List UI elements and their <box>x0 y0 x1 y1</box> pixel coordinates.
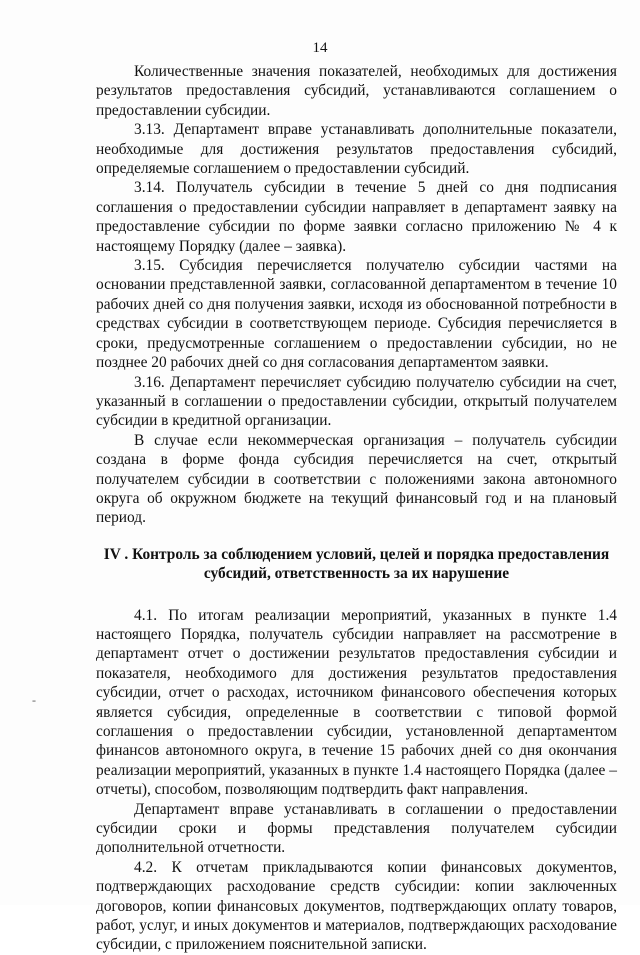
paragraph-4-1: 4.1. По итогам реализации мероприятий, указанных в пункте 1.4 настоящего Порядка, получатель субсидии направляет на рассмотрение в департамент отчет о достижении результатов предоставления субсидии и показателя, необходимого для достижения результатов предоставления субсидии, отчет о расходах, источником финансового обеспечения которых является субсидия, определенные в соответствии с типовой формой соглашения о предоставлении субсидии, установленной департаментом финансов автономного округа, в течение 15 рабочих дней со дня окончания реализации мероприятий, указанных в пункте 1.4 настоящего Порядка (далее – отчеты), способом, позволяющим подтвердить факт направления. <box>96 606 617 799</box>
section-title: IV . Контроль за соблюдением условий, целей и порядка предоставления субсидий, ответственность за их нарушение <box>103 545 610 583</box>
paragraph-3-16: 3.16. Департамент перечисляет субсидию получателю субсидии на счет, указанный в соглашении о предоставлении субсидии, открытый получателем субсидии в кредитной организации. <box>96 373 617 430</box>
paragraph-3-13: 3.13. Департамент вправе устанавливать дополнительные показатели, необходимые для достижения результатов предоставления субсидий, определяемые соглашением о предоставлении субсидий. <box>96 121 617 178</box>
paragraph-fund-case: В случае если некоммерческая организация – получатель субсидии создана в форме фонда субсидия перечисляется на счет, открытый получателем субсидии в соответствии с положениями закона автономного округа об окружном бюджете на текущий финансовый год и на плановый период. <box>96 431 617 527</box>
paragraph-3-14: 3.14. Получатель субсидии в течение 5 дней со дня подписания соглашения о предоставлении субсидии направляет в департамент заявку на предоставление субсидии по форме заявки согласно приложению № 4 к настоящему Порядку (далее – заявка). <box>96 179 617 255</box>
margin-mark: - <box>32 693 36 707</box>
paragraph-3-15: 3.15. Субсидия перечисляется получателю субсидии частями на основании представленной заявки, согласованной департаментом в течение 10 рабочих дней со дня получения заявки, исходя из обоснованной потребности в средствах субсидии в соответствующем периоде. Субсидия перечисляется в сроки, предусмотренные соглашением о предоставлении субсидии, но не позднее 20 рабочих дней со дня согласования департаментом заявки. <box>96 257 617 372</box>
document-body <box>96 62 617 955</box>
paragraph-indicators: Количественные значения показателей, необходимых для достижения результатов предоставления субсидий, устанавливаются соглашением о предоставлении субсидии. <box>96 63 617 119</box>
paragraph-4-2: 4.2. К отчетам прикладываются копии финансовых документов, подтверждающих расходование средств субсидии: копии заключенных договоров, копии финансовых документов, подтверждающих оплату товаров, работ, услуг, и иных документов и материалов, подтверждающих расходование субсидии, с приложением пояснительной записки. <box>96 858 617 954</box>
paragraph-additional-reporting: Департамент вправе устанавливать в соглашении о предоставлении субсидии сроки и формы представления получателем субсидии дополнительной отчетности. <box>96 800 617 857</box>
page-number: 14 <box>312 40 328 56</box>
